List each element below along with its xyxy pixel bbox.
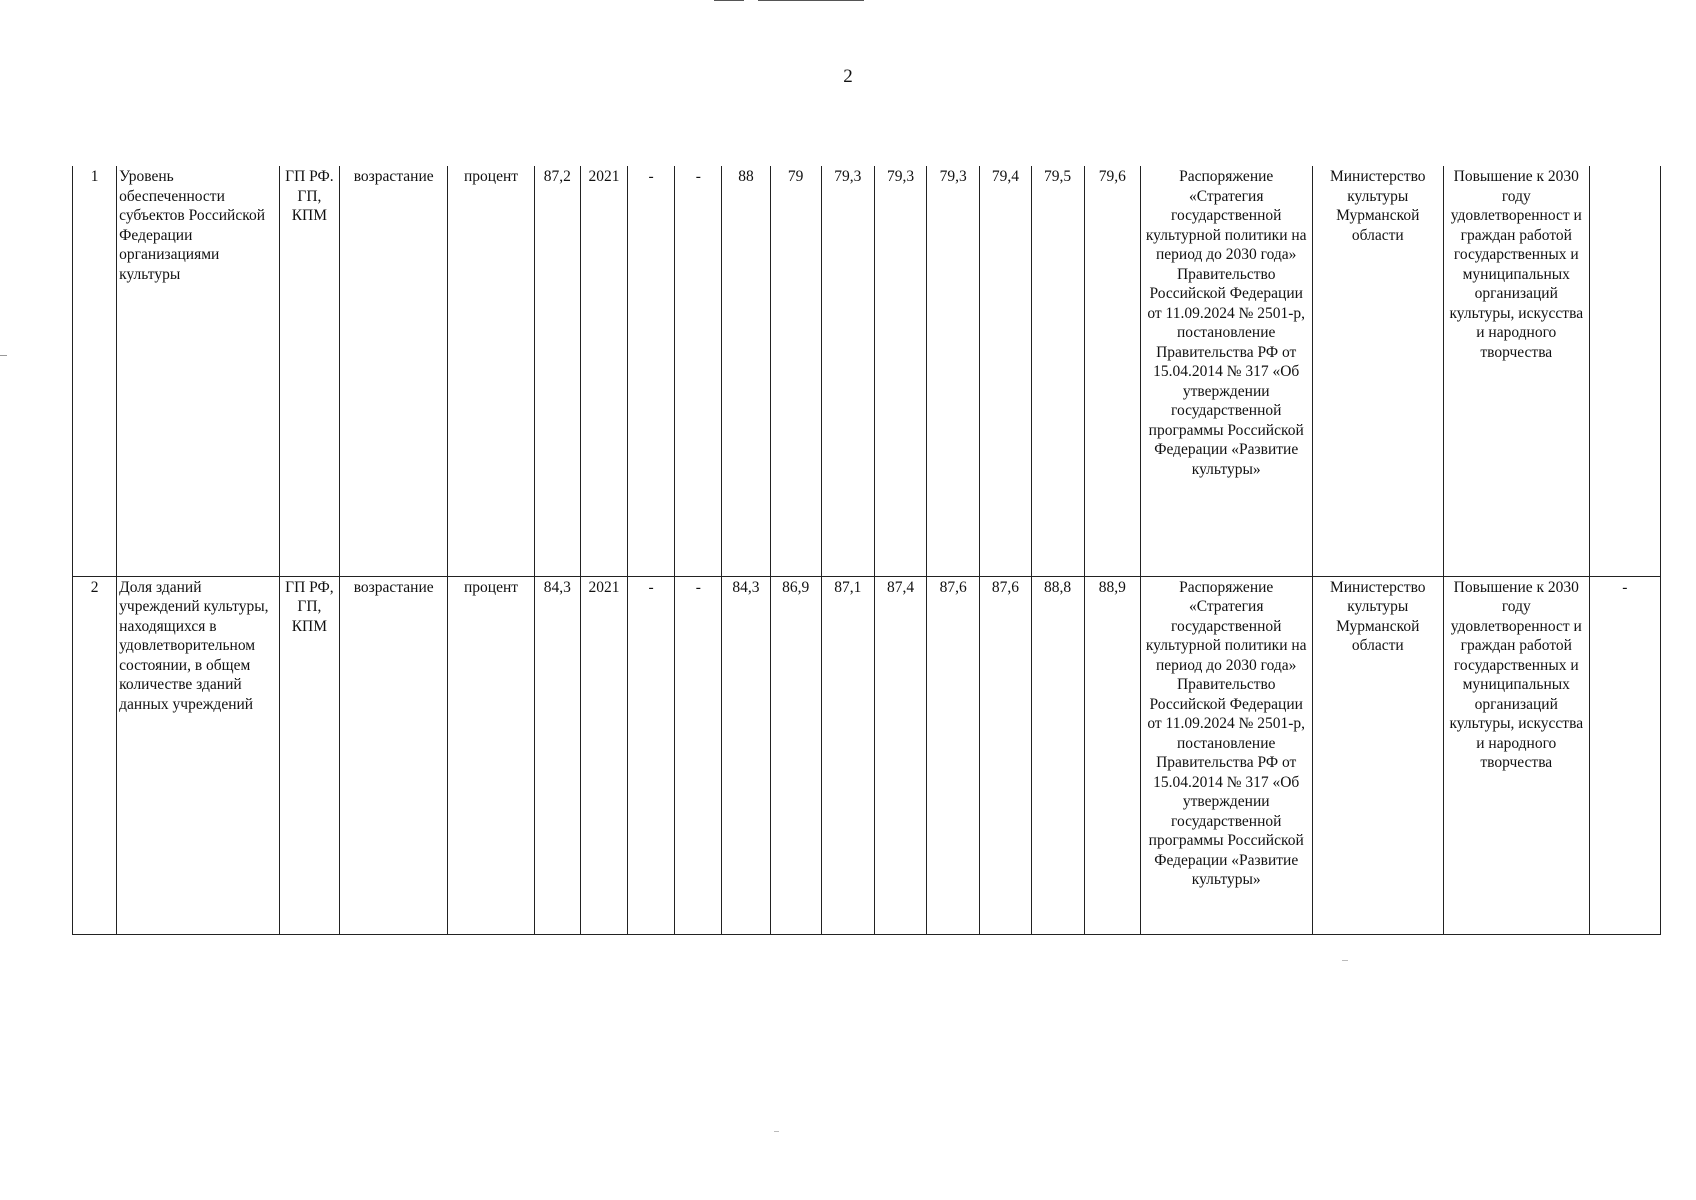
last-cell: - [1589,576,1660,934]
year-value: 86,9 [770,576,821,934]
responsible-body: Министерство культуры Мурманской области [1312,166,1443,576]
base-value: 87,2 [534,166,580,576]
goal-link: Повышение к 2030 году удовлетворенност и граждан работой государственных и муниципальных организаций культуры, искусства и народного творчества [1444,576,1590,934]
indicator-name: Доля зданий учреждений культуры, находящихся в удовлетворительном состоянии, в общем количестве зданий данных учреждений [117,576,280,934]
scan-speck [774,1131,779,1132]
year-value: 79,3 [874,166,926,576]
year-value: 88 [722,166,770,576]
trend: возрастание [339,576,447,934]
year-value: 79,4 [980,166,1031,576]
year-value: 87,6 [980,576,1031,934]
basis-document: Распоряжение «Стратегия государственной культурной политики на период до 2030 года» Правительство Российской Федерации от 11.09.2024 № 2501-р, постановление Правительства РФ от 15.04.2014 № 317 «Об утверждении государственной программы Российской Федерации «Развитие культуры» [1140,166,1312,576]
base-value: 84,3 [534,576,580,934]
dash-cell: - [628,166,675,576]
last-cell [1589,166,1660,576]
year-value: 88,9 [1084,576,1140,934]
indicator-level: ГП РФ, ГП, КПМ [279,576,339,934]
table-row [73,576,1661,934]
row-number: 2 [73,576,117,934]
dash-cell: - [675,576,722,934]
row-number: 1 [73,166,117,576]
year-value: 79,3 [927,166,980,576]
goal-link: Повышение к 2030 году удовлетворенност и граждан работой государственных и муниципальных организаций культуры, искусства и народного творчества [1444,166,1590,576]
table-row [73,166,1661,576]
year-value: 79,3 [821,166,874,576]
unit: процент [448,166,534,576]
page-number: 2 [843,66,853,87]
year-value: 79,5 [1031,166,1084,576]
year-value: 88,8 [1031,576,1084,934]
unit: процент [448,576,534,934]
top-edge-mark [714,0,864,2]
year-value: 84,3 [722,576,770,934]
year-value: 87,4 [874,576,926,934]
dash-cell: - [675,166,722,576]
responsible-body: Министерство культуры Мурманской области [1312,576,1443,934]
basis-document: Распоряжение «Стратегия государственной культурной политики на период до 2030 года» Правительство Российской Федерации от 11.09.2024 № 2501-р, постановление Правительства РФ от 15.04.2014 № 317 «Об утверждении государственной программы Российской Федерации «Развитие культуры» [1140,576,1312,934]
scan-speck [1342,960,1348,961]
dash-cell: - [628,576,675,934]
indicator-name: Уровень обеспеченности субъектов Российской Федерации организациями культуры [117,166,280,576]
year-value: 79,6 [1084,166,1140,576]
year-value: 79 [770,166,821,576]
year-value: 87,6 [927,576,980,934]
indicator-level: ГП РФ. ГП, КПМ [279,166,339,576]
year-value: 87,1 [821,576,874,934]
scan-speck [0,355,7,356]
base-year: 2021 [580,576,627,934]
indicators-table [72,166,1661,935]
trend: возрастание [339,166,447,576]
base-year: 2021 [580,166,627,576]
